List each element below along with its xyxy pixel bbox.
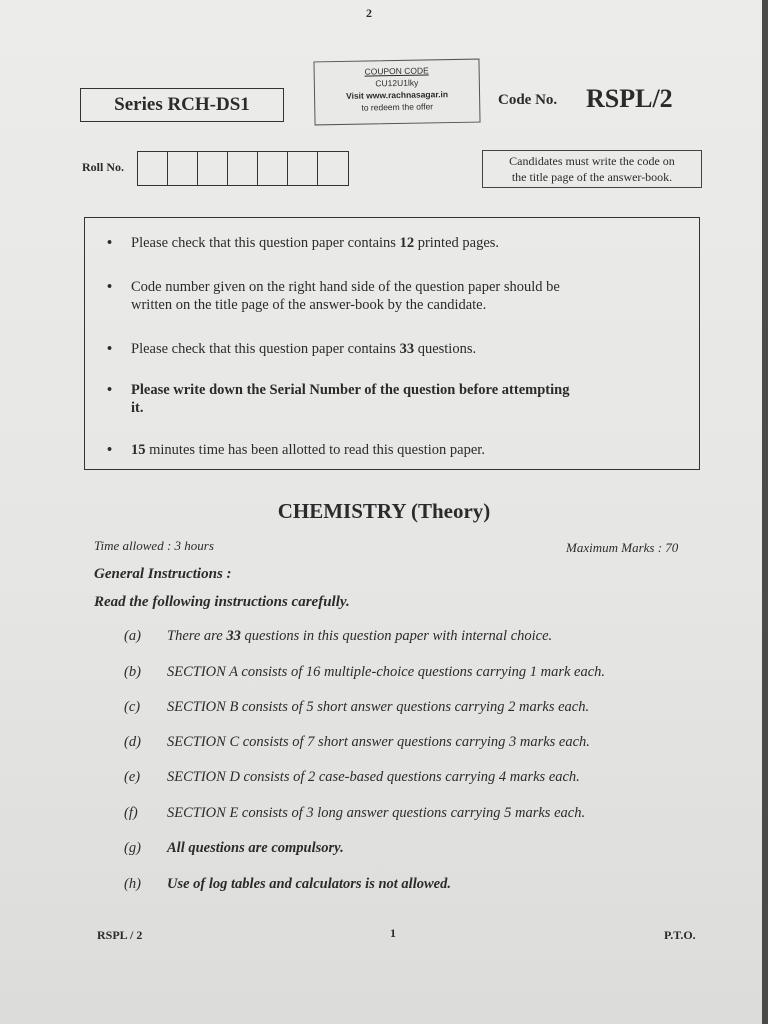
instruction-text: There are xyxy=(167,628,227,644)
notice-number: 15 xyxy=(131,442,146,458)
roll-number-cell[interactable] xyxy=(138,152,168,185)
roll-number-label: Roll No. xyxy=(82,160,124,174)
instruction-text: SECTION E consists of 3 long answer questions carrying 5 marks each. xyxy=(167,805,586,821)
instruction-text: Use of log tables and calculators is not allowed. xyxy=(167,876,451,892)
candidate-note-line: the title page of the answer-book. xyxy=(511,170,673,184)
coupon-sticker xyxy=(313,59,480,126)
bullet-icon: • xyxy=(107,341,113,357)
code-number-label: Code No. xyxy=(498,92,558,108)
roll-number-cell[interactable] xyxy=(168,152,198,185)
candidate-note-line: Candidates must write the code on xyxy=(509,154,675,168)
instruction-letter: (f) xyxy=(124,805,138,821)
notice-box xyxy=(84,217,700,470)
please-turn-over: P.T.O. xyxy=(664,928,696,942)
maximum-marks: Maximum Marks : 70 xyxy=(566,540,679,555)
notice-text: Please check that this question paper contains xyxy=(131,341,400,357)
instruction-text: SECTION D consists of 2 case-based questions carrying 4 marks each. xyxy=(167,769,580,785)
notice-text: printed pages. xyxy=(414,235,500,251)
bullet-icon: • xyxy=(107,279,113,295)
roll-number-cell[interactable] xyxy=(198,152,228,185)
instruction-letter: (b) xyxy=(124,664,141,680)
roll-number-cell[interactable] xyxy=(288,152,318,185)
notice-item xyxy=(107,441,685,459)
instruction-letter: (d) xyxy=(124,734,141,750)
notice-item xyxy=(107,278,685,314)
general-instructions-heading: General Instructions : xyxy=(94,566,232,582)
instruction-letter: (a) xyxy=(124,628,141,644)
bullet-icon: • xyxy=(107,235,113,251)
instruction-letter: (h) xyxy=(124,876,141,892)
notice-text: Please write down the Serial Number of the question before attempting xyxy=(131,382,570,398)
notice-item xyxy=(107,381,685,417)
coupon-redeem-text: to redeem the offer xyxy=(361,101,434,113)
roll-number-cell[interactable] xyxy=(258,152,288,185)
instruction-text: All questions are compulsory. xyxy=(167,840,344,856)
page-number: 1 xyxy=(390,926,396,940)
top-mark: 2 xyxy=(366,6,372,20)
roll-number-cell[interactable] xyxy=(228,152,258,185)
notice-item xyxy=(107,234,685,252)
code-number-value: RSPL/2 xyxy=(586,84,673,113)
time-allowed: Time allowed : 3 hours xyxy=(94,538,214,553)
notice-number: 33 xyxy=(399,341,415,357)
candidate-note-box xyxy=(482,150,702,188)
notice-text: minutes time has been allotted to read this question paper. xyxy=(145,442,485,458)
coupon-code: CU12U1lky xyxy=(375,77,419,89)
instruction-number: 33 xyxy=(226,628,241,644)
notice-text: it. xyxy=(131,400,144,416)
roll-number-boxes[interactable] xyxy=(137,151,349,186)
notice-text: Code number given on the right hand side of the question paper should be xyxy=(131,279,560,295)
coupon-visit-text: Visit www.rachnasagar.in xyxy=(345,89,449,101)
instruction-text: SECTION A consists of 16 multiple-choice questions carrying 1 mark each. xyxy=(167,664,606,680)
notice-text: questions. xyxy=(414,341,477,357)
coupon-title: COUPON CODE xyxy=(364,65,429,77)
instruction-letter: (e) xyxy=(124,769,141,785)
roll-number-cell[interactable] xyxy=(318,152,348,185)
paper-title: CHEMISTRY (Theory) xyxy=(277,499,491,523)
instruction-letter: (g) xyxy=(124,840,141,856)
notice-text: Please check that this question paper contains xyxy=(131,235,400,251)
bullet-icon: • xyxy=(107,442,113,458)
instruction-text: questions in this question paper with internal choice. xyxy=(240,628,553,644)
notice-number: 12 xyxy=(399,235,415,251)
read-instructions-heading: Read the following instructions carefully. xyxy=(94,594,350,610)
bullet-icon: • xyxy=(107,382,113,398)
instruction-letter: (c) xyxy=(124,699,141,715)
instruction-text: SECTION B consists of 5 short answer questions carrying 2 marks each. xyxy=(167,699,590,715)
notice-text: written on the title page of the answer-book by the candidate. xyxy=(131,297,487,313)
instruction-text: SECTION C consists of 7 short answer questions carrying 3 marks each. xyxy=(167,734,590,750)
notice-item xyxy=(107,340,685,358)
series-box: Series RCH-DS1 xyxy=(80,88,284,122)
footer-code: RSPL / 2 xyxy=(97,928,143,942)
